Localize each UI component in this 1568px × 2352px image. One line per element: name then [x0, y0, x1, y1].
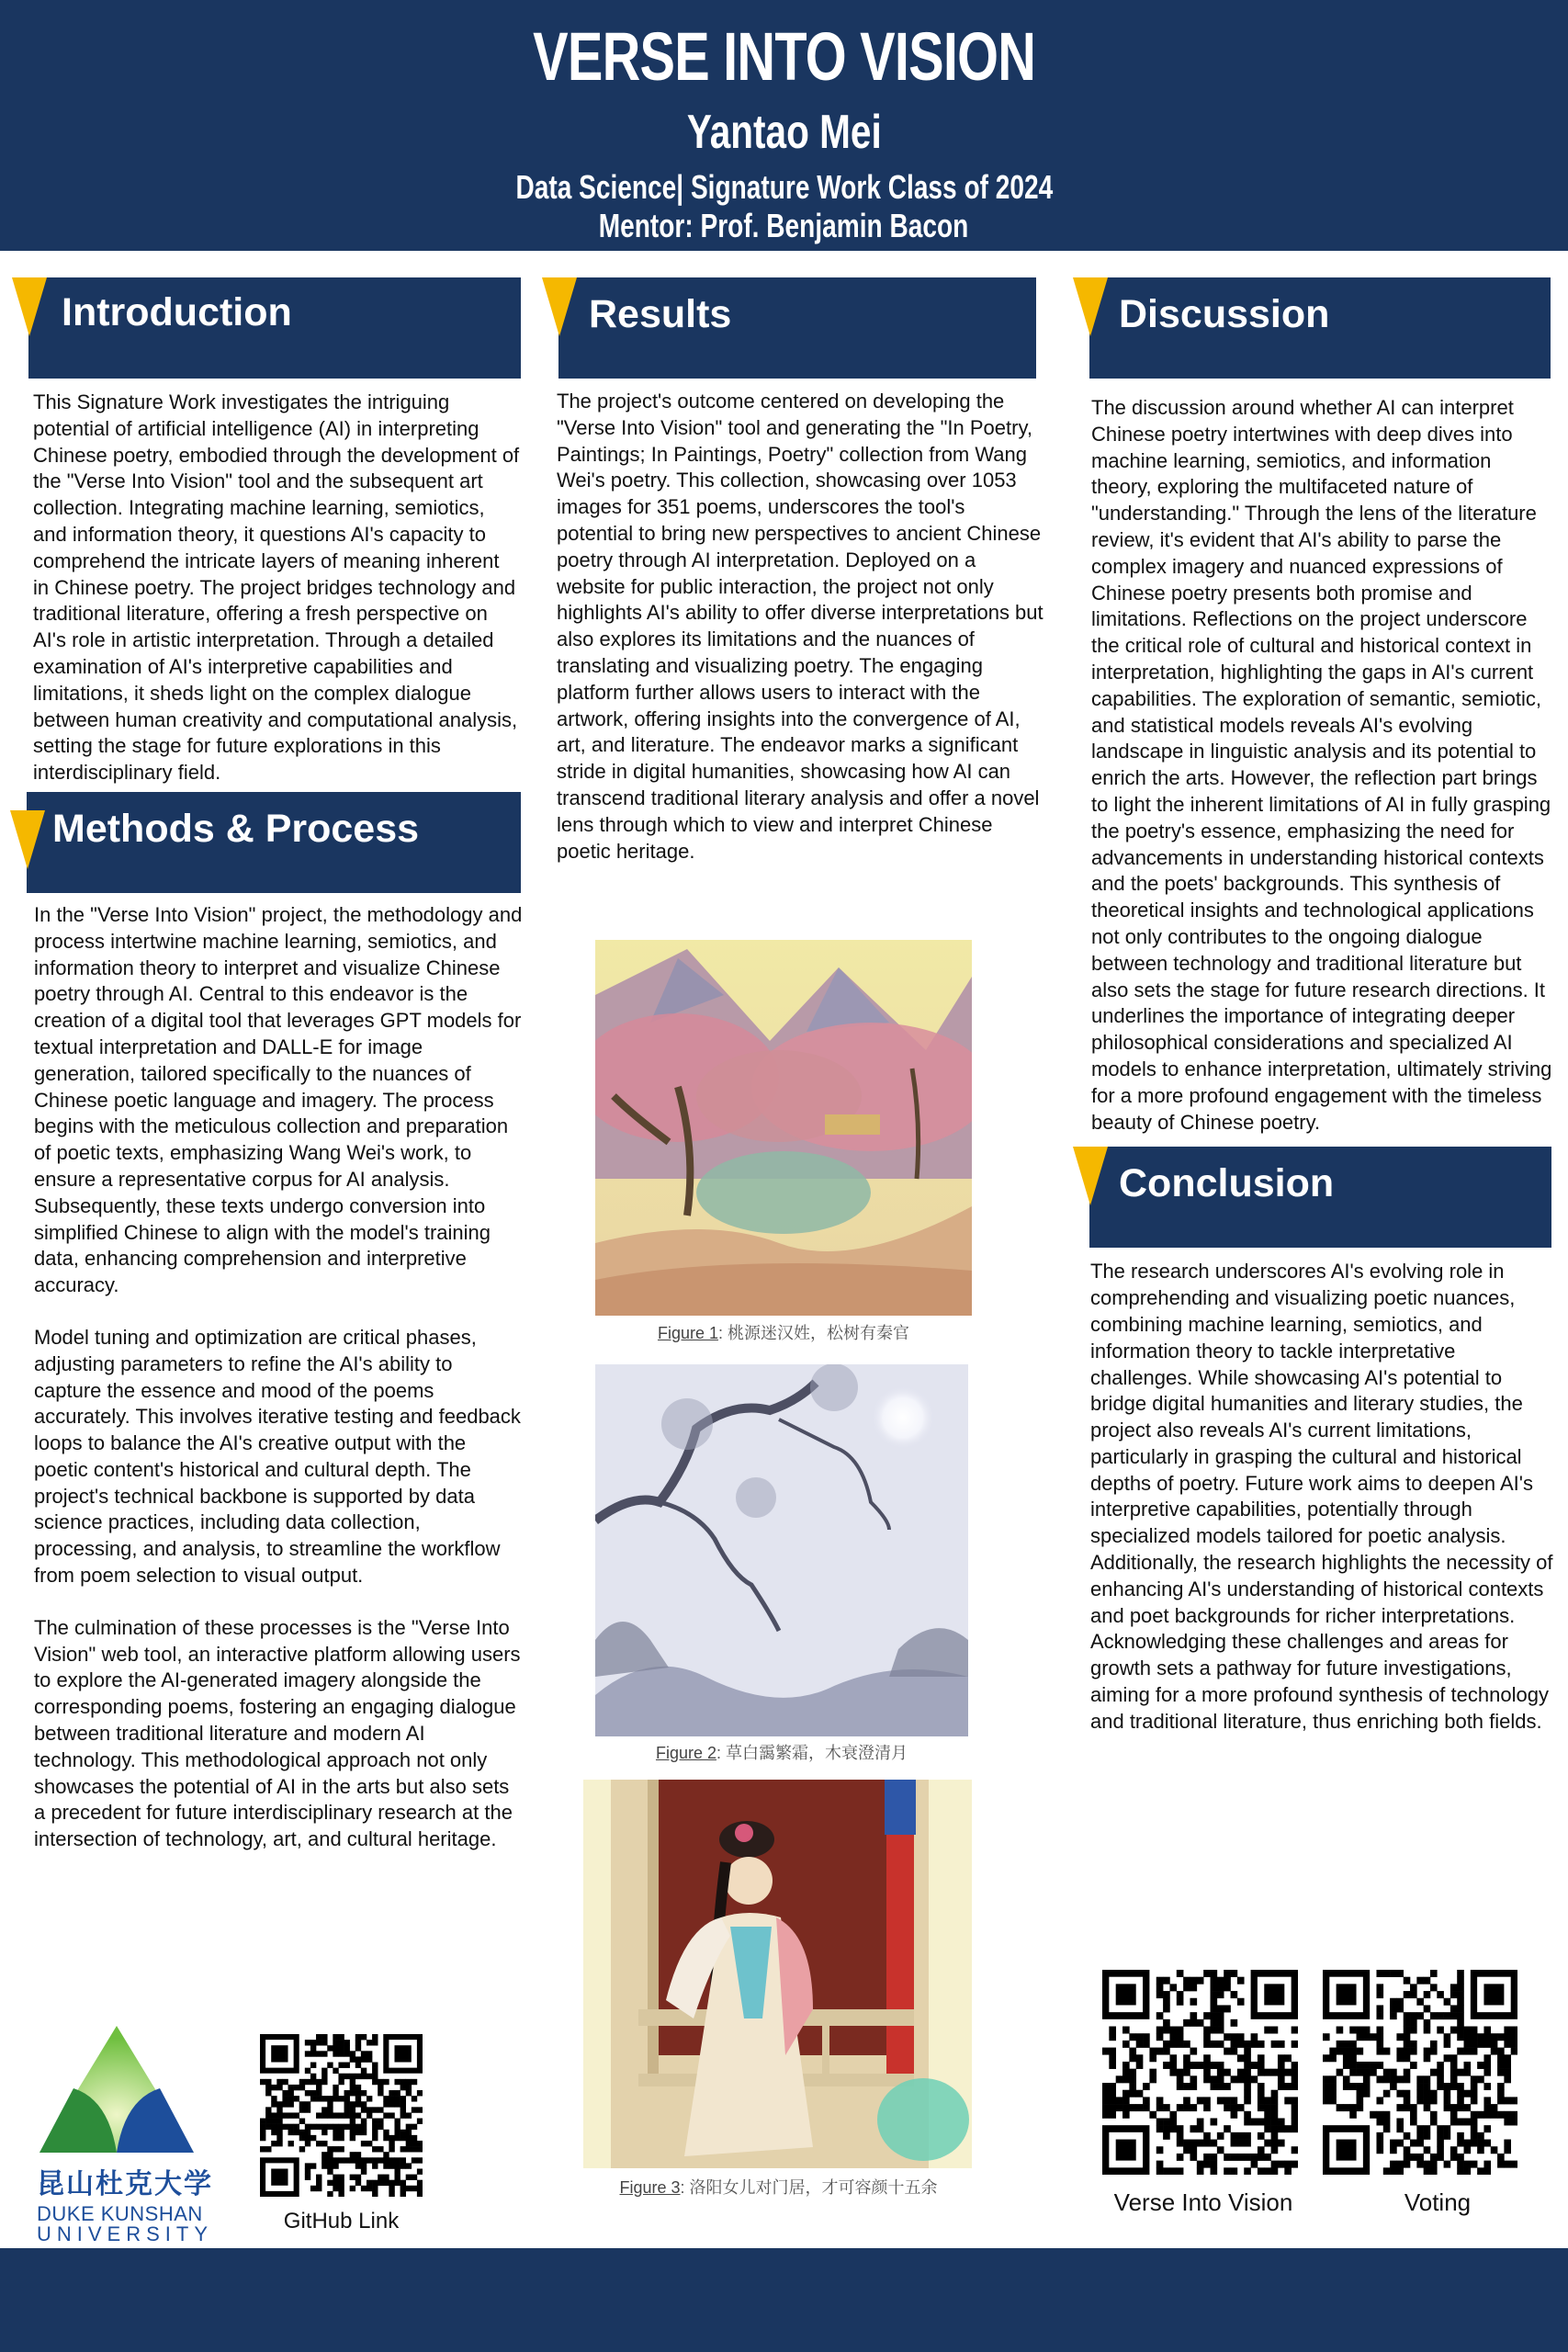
figure-2-caption: [595, 1743, 968, 1763]
methods-paragraph-3: The culmination of these processes is the "Verse Into Vision" web tool, an interactive platform allowing users to explore the AI-generated imagery alongside the corresponding poems, fostering an engaging dialogue between traditional literature and modern AI technology. This methodological approach not only showcases the potential of AI in the arts but also sets a precedent for future interdisciplinary research at the intersection of technology, art, and cultural heritage.: [34, 1615, 521, 1851]
section-header-results: [558, 277, 1036, 379]
bottom-left-area: [0, 2017, 533, 2246]
figure-1-caption-text: : 桃源迷汉姓，松树有秦官: [718, 1324, 910, 1342]
accent-triangle-icon: [1073, 277, 1108, 336]
discussion-body: The discussion around whether AI can interpret Chinese poetry intertwines with deep dives into machine learning, semiotics, and information theory, exploring the multifaceted nature of "understanding." Through the lens of the literature review, it's evident that AI's ability to parse the complex imagery and nuanced expressions of Chinese poetry presents both promise and limitations. Reflections on the project underscore the critical role of cultural and historical context in interpretation, highlighting the gaps in AI's current capabilities. The exploration of semantic, semiotic, and statistical models reveals AI's evolving landscape in linguistic analysis and its potential to enrich the arts. However, the reflection part brings to light the inherent limitations of AI in fully grasping the poetry's essence, emphasizing the need for advancements in understanding historical contexts and the poets' backgrounds. This synthesis of theoretical insights and technological applications not only contributes to the ongoing dialogue between technology and traditional literature but also sets the stage for future research directions. It underlines the importance of integrating deeper philosophical considerations and specialized AI models to enhance interpretation, ultimately striving for a more profound engagement with the timeless beauty of Chinese poetry.: [1091, 396, 1552, 1134]
verse-into-vision-qr-code[interactable]: [1102, 1970, 1298, 2175]
accent-triangle-icon: [12, 277, 47, 336]
figure-2-link[interactable]: Figure 2: [655, 1744, 717, 1762]
section-header-introduction: [28, 277, 521, 379]
section-title: Methods & Process: [52, 806, 420, 851]
poster-header: [0, 0, 1568, 251]
figure-1-caption: [595, 1323, 972, 1343]
logo-name-english-1: DUKE KUNSHAN: [37, 2202, 203, 2225]
bottom-right-area: [1066, 1970, 1568, 2245]
section-header-methods: [27, 792, 521, 893]
verse-into-vision-qr-label: Verse Into Vision: [1113, 2188, 1293, 2216]
figure-3-caption: [570, 2177, 987, 2198]
peach-blossom-landscape-painting: [595, 940, 972, 1316]
mountain-logo-icon: [39, 2026, 194, 2154]
figure-1-image: [595, 940, 972, 1316]
qr-code-icon: [1323, 1970, 1517, 2175]
poster-title: VERSE INTO VISION: [533, 18, 1035, 95]
section-title: Introduction: [62, 290, 292, 334]
qr-code-icon: [1102, 1970, 1298, 2175]
accent-triangle-icon: [542, 277, 577, 336]
logo-name-chinese: 昆山杜克大学: [37, 2168, 213, 2200]
poster-footer: [0, 2248, 1568, 2352]
figure-2-caption-text: : 草白靄繁霜，木衰澄清月: [716, 1744, 908, 1762]
methods-paragraph-1: In the "Verse Into Vision" project, the methodology and process intertwine machine learning, semiotics, and information theory to interpret and visualize Chinese poetry through AI. Central to this endeavor is the creation of a digital tool that leverages GPT models for textual interpretation and DALL-E for image generation, tailored specifically to the nuances of Chinese poetic language and imagery. The process begins with the meticulous collection and preparation of poetic texts, emphasizing Wang Wei's work, to ensure a representative corpus for AI analysis. Subsequently, these texts undergo conversion into simplified Chinese to align with the model's training data, enhancing comprehension and interpretive accuracy.: [34, 902, 523, 1297]
section-header-discussion: [1089, 277, 1551, 379]
figure-3-link[interactable]: Figure 3: [619, 2178, 681, 2197]
section-title: Conclusion: [1119, 1161, 1335, 1206]
figure-3-caption-text: : 洛阳女儿对门居，才可容颜十五余: [680, 2178, 938, 2197]
author-name: Yantao Mei: [686, 106, 882, 159]
right-column: [1089, 277, 1558, 1736]
accent-triangle-icon: [1073, 1147, 1108, 1205]
program-subtitle: Data Science| Signature Work Class of 2024: [515, 168, 1053, 206]
conclusion-body: The research underscores AI's evolving role in comprehending and visualizing poetic nuances, combining machine learning, semiotics, and information theory to tackle interpretative challenges. While showcasing AI's potential to bridge digital humanities and literary studies, the project also reveals AI's current limitations, particularly in grasping the cultural and historical depths of poetry. Future work aims to deepen AI's interpretive capabilities, potentially through specialized models tailored for poetic analysis. Additionally, the research highlights the necessity of enhancing AI's understanding of historical contexts and poet backgrounds for richer interpretations. Acknowledging these challenges and areas for growth sets a pathway for future investigations, aiming for a more profound synthesis of technology and traditional literature, thus enriching both fields.: [1090, 1260, 1553, 1733]
qr-code-icon: [260, 2034, 423, 2197]
figure-3-image: [583, 1780, 972, 2168]
section-header-conclusion: [1089, 1147, 1551, 1248]
results-body: The project's outcome centered on developing the "Verse Into Vision" tool and generating the "In Poetry, Paintings; In Paintings, Poetry" collection from Wang Wei's poetry. This collection, showcasing over 1053 images for 351 poems, underscores the tool's potential to bring new perspectives to ancient Chinese poetry through AI interpretation. Deployed on a website for public interaction, the project not only highlights AI's ability to offer diverse interpretations but also explores its limitations and the nuances of translating and visualizing poetry. The engaging platform further allows users to interact with the artwork, offering insights into the convergence of AI, art, and literature. The endeavor marks a significant stride in digital humanities, showcasing how AI can transcend traditional literary analysis and offer a novel lens through which to view and interpret Chinese poetic heritage.: [557, 390, 1043, 863]
left-column: [28, 277, 523, 1853]
winter-moon-branch-painting: [595, 1364, 968, 1736]
luoyang-maiden-portrait-painting: [583, 1780, 972, 2168]
github-link-label: GitHub Link: [283, 2209, 400, 2233]
voting-qr-code[interactable]: [1323, 1970, 1517, 2175]
methods-paragraph-2: Model tuning and optimization are critical phases, adjusting parameters to refine the AI's ability to capture the essence and mood of the poems accurately. This involves iterative testing and feedback loops to balance the AI's creative output with the poetic content's historical and cultural depth. The project's technical backbone is supported by data science practices, including data collection, processing, and analysis, to streamline the workflow from poem selection to visual output.: [34, 1325, 521, 1588]
figure-2-image: [595, 1364, 968, 1736]
mentor-line: Mentor: Prof. Benjamin Bacon: [599, 207, 969, 244]
duke-kunshan-logo: [39, 2026, 194, 2154]
introduction-body: This Signature Work investigates the intriguing potential of artificial intelligence (AI) in interpreting Chinese poetry, embodied through the development of the "Verse Into Vision" tool and the subsequent art collection. Integrating machine learning, semiotics, and information theory, it questions AI's capacity to comprehend the intricate layers of meaning inherent in Chinese poetry. The project bridges technology and traditional literature, offering a fresh perspective on AI's role in artistic interpretation. Through a detailed examination of AI's interpretive capabilities and limitations, it sheds light on the complex dialogue between human creativity and computational analysis, setting the stage for future explorations in this interdisciplinary field.: [33, 390, 520, 785]
middle-column: [558, 277, 1045, 865]
logo-name-english-2: UNIVERSITY: [37, 2222, 214, 2245]
accent-triangle-icon: [10, 810, 45, 869]
github-qr-code[interactable]: [260, 2034, 423, 2197]
voting-qr-label: Voting: [1404, 2188, 1472, 2216]
section-title: Discussion: [1119, 292, 1330, 336]
section-title: Results: [589, 292, 732, 336]
figure-1-link[interactable]: Figure 1: [657, 1324, 719, 1342]
